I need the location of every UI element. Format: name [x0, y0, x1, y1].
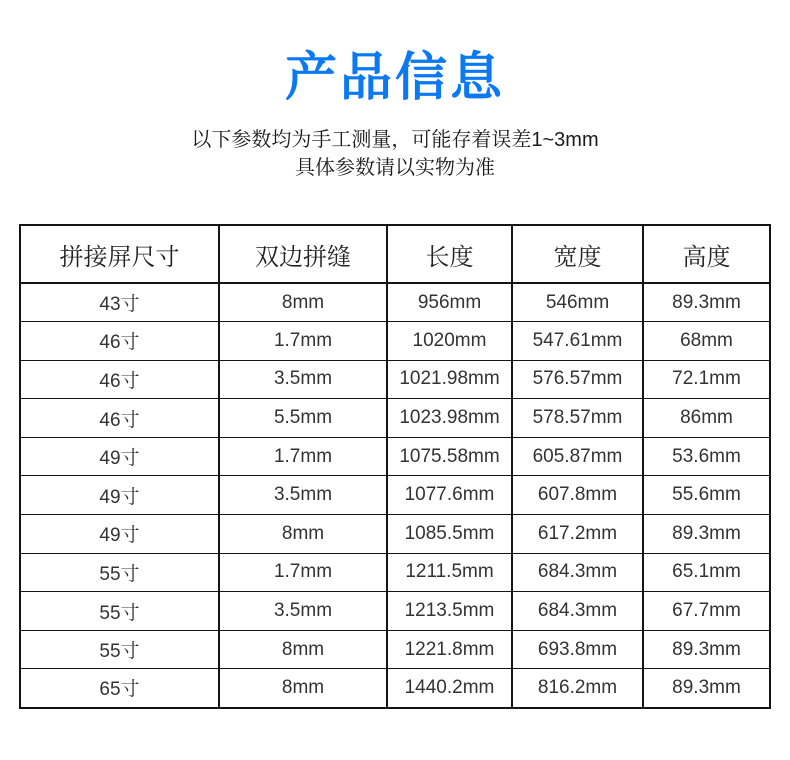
table-cell: 956mm: [387, 283, 512, 322]
table-cell: 89.3mm: [643, 515, 770, 554]
table-cell: 607.8mm: [512, 476, 643, 515]
table-cell: 547.61mm: [512, 322, 643, 361]
table-cell: 49寸: [20, 515, 219, 554]
table-cell: 89.3mm: [643, 283, 770, 322]
table-cell: 1021.98mm: [387, 360, 512, 399]
table-cell: 3.5mm: [219, 592, 387, 631]
table-cell: 8mm: [219, 669, 387, 708]
column-header: 长度: [387, 225, 512, 283]
table-cell: 55寸: [20, 592, 219, 631]
table-cell: 546mm: [512, 283, 643, 322]
table-cell: 65寸: [20, 669, 219, 708]
table-cell: 53.6mm: [643, 437, 770, 476]
page-title: 产品信息: [284, 49, 505, 107]
table-cell: 3.5mm: [219, 360, 387, 399]
table-cell: 3.5mm: [219, 476, 387, 515]
table-cell: 1211.5mm: [387, 553, 512, 592]
table-cell: 578.57mm: [512, 399, 643, 438]
table-cell: 1221.8mm: [387, 630, 512, 669]
note-line-1: 以下参数均为手工测量，可能存着误差1~3mm: [191, 129, 599, 151]
measurement-note: [0, 126, 790, 182]
note-line-2: 具体参数请以实物为准: [295, 157, 495, 179]
table-cell: 5.5mm: [219, 399, 387, 438]
table-row: [20, 476, 770, 515]
table-cell: 65.1mm: [643, 553, 770, 592]
table-cell: 1440.2mm: [387, 669, 512, 708]
spec-table-body: [20, 283, 770, 708]
table-cell: 55.6mm: [643, 476, 770, 515]
table-cell: 1085.5mm: [387, 515, 512, 554]
table-cell: 46寸: [20, 322, 219, 361]
table-cell: 8mm: [219, 515, 387, 554]
column-header: 高度: [643, 225, 770, 283]
table-cell: 46寸: [20, 399, 219, 438]
table-cell: 1213.5mm: [387, 592, 512, 631]
table-cell: 89.3mm: [643, 669, 770, 708]
table-cell: 617.2mm: [512, 515, 643, 554]
table-row: [20, 515, 770, 554]
table-row: [20, 322, 770, 361]
table-cell: 576.57mm: [512, 360, 643, 399]
table-cell: 68mm: [643, 322, 770, 361]
table-cell: 1020mm: [387, 322, 512, 361]
table-header-row: [20, 225, 770, 283]
table-cell: 55寸: [20, 630, 219, 669]
table-cell: 816.2mm: [512, 669, 643, 708]
table-cell: 43寸: [20, 283, 219, 322]
table-row: [20, 630, 770, 669]
table-cell: 605.87mm: [512, 437, 643, 476]
table-cell: 684.3mm: [512, 553, 643, 592]
table-cell: 46寸: [20, 360, 219, 399]
column-header: 拼接屏尺寸: [20, 225, 219, 283]
column-header: 双边拼缝: [219, 225, 387, 283]
spec-table: [19, 224, 771, 709]
table-cell: 1.7mm: [219, 553, 387, 592]
table-row: [20, 592, 770, 631]
table-cell: 89.3mm: [643, 630, 770, 669]
table-cell: 8mm: [219, 630, 387, 669]
table-row: [20, 669, 770, 708]
table-cell: 1023.98mm: [387, 399, 512, 438]
table-cell: 8mm: [219, 283, 387, 322]
table-cell: 72.1mm: [643, 360, 770, 399]
table-row: [20, 283, 770, 322]
table-row: [20, 553, 770, 592]
table-cell: 55寸: [20, 553, 219, 592]
table-cell: 1.7mm: [219, 322, 387, 361]
table-cell: 693.8mm: [512, 630, 643, 669]
table-cell: 86mm: [643, 399, 770, 438]
table-cell: 49寸: [20, 437, 219, 476]
table-cell: 684.3mm: [512, 592, 643, 631]
product-info-page: [0, 48, 790, 760]
table-cell: 1.7mm: [219, 437, 387, 476]
table-cell: 67.7mm: [643, 592, 770, 631]
table-cell: 49寸: [20, 476, 219, 515]
table-row: [20, 399, 770, 438]
column-header: 宽度: [512, 225, 643, 283]
table-row: [20, 360, 770, 399]
table-cell: 1077.6mm: [387, 476, 512, 515]
table-cell: 1075.58mm: [387, 437, 512, 476]
table-row: [20, 437, 770, 476]
